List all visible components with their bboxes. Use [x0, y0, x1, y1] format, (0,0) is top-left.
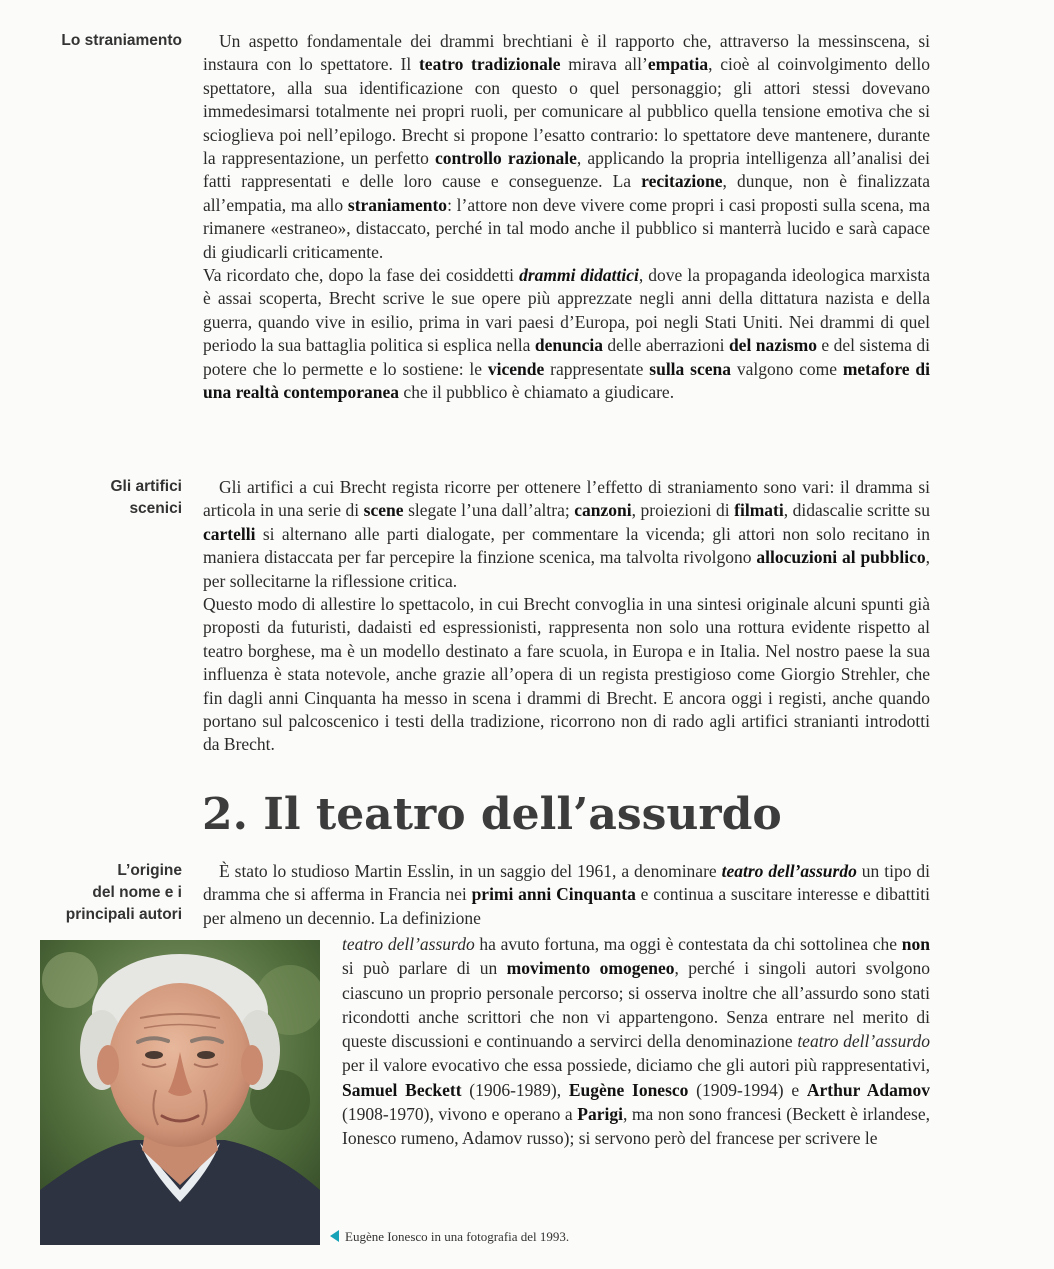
italic-term: teatro dell’assurdo	[342, 934, 475, 954]
bold-term: vicende	[487, 358, 545, 379]
bold-term: Samuel Beckett	[342, 1079, 462, 1100]
text-run: Un aspetto fondamentale dei drammi brechtiani è il rapporto che, attraverso la messinscena, si instaura con lo spettatore. Il	[203, 31, 930, 75]
bold-term: non	[901, 934, 930, 954]
margin-label-line: scenici	[129, 500, 182, 517]
margin-label-straniamento	[10, 30, 182, 52]
margin-label-line: Gli artifici	[110, 478, 182, 495]
bold-term: sulla scena	[649, 358, 731, 379]
text-run: si alternano alle parti dialogate, per commentare la vicenda; gli attori non solo recitano in maniera distaccata per far percepire la finzione scenica, ma talvolta rivolgono	[203, 523, 930, 568]
bold-term: scene	[363, 500, 404, 521]
margin-label-line: Lo straniamento	[61, 32, 182, 49]
text-run: , dunque, non è finalizzata all’empatia, ma allo	[203, 171, 930, 215]
portrait-illustration	[40, 940, 320, 1245]
text-run: , cioè al coinvolgimento dello spettatore, alla sua identificazione con questo o quel personaggio; gli attori stessi dovevano immedesimarsi totalmente nei propri ruoli, per comunicare al pubblico quella tensione emotiva che si scioglieva poi nell’epilogo. Brecht si propone l’esatto contrario: lo spettatore deve mantenere, durante la rappresentazione, un perfetto	[203, 54, 930, 169]
text-run: (1908-1970), vivono e operano a	[342, 1104, 578, 1125]
bold-term: primi anni Cinquanta	[471, 884, 636, 905]
bold-term: allocuzioni al pubblico	[756, 547, 926, 568]
section-origine-intro	[203, 860, 930, 930]
section-straniamento	[203, 30, 930, 405]
bold-term: empatia	[647, 54, 709, 75]
text-run: , ma non sono francesi (Beckett è irlandese, Ionesco rumeno, Adamov russo); si servono però del francese per scrivere le	[342, 1104, 930, 1149]
bold-italic-term: drammi didattici	[519, 265, 639, 286]
text-run: (1909-1994) e	[688, 1079, 807, 1100]
margin-label-artifici	[10, 476, 182, 520]
caption-marker-icon	[330, 1230, 339, 1242]
section-origine-wrap	[342, 932, 930, 1151]
margin-label-line: del nome e i	[92, 884, 182, 901]
bold-term: metafore di una realtà contemporanea	[203, 358, 930, 403]
text-run: : l’attore non deve vivere come propri i casi proposti sulla scena, ma rimanere «estraneo», distaccato, perché in tal modo anche il pubblico si manterrà lucido e sarà capace di giudicarli criticamente.	[203, 194, 930, 262]
text-run: Gli artifici a cui Brecht regista ricorre per ottenere l’effetto di straniamento sono vari: il dramma si articola in una serie di	[203, 477, 930, 521]
bold-term: teatro tradizionale	[418, 54, 561, 75]
bold-term: cartelli	[203, 523, 256, 544]
text-run: e continua a suscitare interesse e dibattiti per almeno un decennio. La definizione	[203, 884, 931, 928]
text-run: e del sistema di potere che lo permette e lo sostiene: le	[203, 335, 930, 379]
italic-term: teatro dell’assurdo	[797, 1031, 930, 1052]
bold-term: canzoni	[574, 500, 632, 521]
margin-label-line: principali autori	[65, 906, 182, 923]
paragraph	[203, 264, 930, 404]
chapter-title: 2. Il teatro dell’assurdo	[202, 789, 782, 840]
text-run: , dove la propaganda ideologica marxista è assai scoperta, Brecht scrive le sue opere più apprezzate negli anni della dittatura nazista e della guerra, quando vive in esilio, prima in vari paesi d’Europa, poi negli Stati Uniti. Nei drammi di quel periodo la sua battaglia politica si esplica nella	[203, 265, 930, 356]
bold-term: movimento omogeneo	[506, 958, 675, 979]
bold-term: straniamento	[347, 194, 448, 215]
paragraph	[203, 30, 930, 264]
text-run: un tipo di dramma che si afferma in Francia nei	[203, 861, 930, 905]
photo-caption	[330, 1228, 569, 1246]
text-run: valgono come	[730, 358, 843, 379]
text-run: slegate l’una dall’altra;	[403, 500, 575, 521]
margin-label-line: L’origine	[117, 862, 182, 879]
paragraph	[203, 476, 930, 593]
text-run: È stato lo studioso Martin Esslin, in un saggio del 1961, a denominare	[219, 861, 722, 881]
text-run: per il valore evocativo che essa possiede, diciamo che gli autori più rappresentativi,	[342, 1055, 930, 1076]
section-artifici-scenici	[203, 476, 930, 757]
bold-term: recitazione	[641, 171, 723, 192]
bold-term: controllo razionale	[435, 148, 577, 169]
text-run: delle aberrazioni	[602, 335, 729, 356]
bold-term: Arthur Adamov	[806, 1079, 930, 1100]
bold-term: del nazismo	[728, 335, 817, 356]
paragraph	[203, 593, 930, 757]
ionesco-photo	[40, 940, 320, 1245]
text-run: ha avuto fortuna, ma oggi è contestata da chi sottolinea che	[474, 934, 902, 954]
bold-term: filmati	[734, 500, 784, 521]
text-run: , perché i singoli autori svolgono ciascuno un proprio personale percorso; si osserva inoltre che all’assurdo sono stati ricondotti anche scrittori che non vi appartengono. Senza entrare nel merito di queste discussioni e continuando a servirci della denominazione	[342, 958, 930, 1052]
text-run: che il pubblico è chiamato a giudicare.	[399, 382, 675, 403]
caption-text: Eugène Ionesco in una fotografia del 1993.	[345, 1229, 570, 1244]
text-run: (1906-1989),	[461, 1079, 569, 1100]
text-run: Questo modo di allestire lo spettacolo, in cui Brecht convoglia in una sintesi originale alcuni spunti già proposti da futuristi, dadaisti ed espressionisti, rappresenta non solo una rottura evidente rispetto al teatro borghese, ma è un modello destinato a fare scuola, in Europa e in Italia. Nel nostro paese la sua influenza è stata notevole, anche grazie all’opera di un regista prestigioso come Giorgio Strehler, che fin dagli anni Cinquanta ha messo in scena i drammi di Brecht. E ancora oggi i registi, anche quando portano sul palcoscenico i testi della tradizione, ricorrono non di rado agli artifici stranianti introdotti da Brecht.	[203, 594, 930, 755]
margin-label-origine	[10, 860, 182, 926]
paragraph	[203, 860, 930, 930]
text-run: , didascalie scritte su	[783, 500, 930, 521]
text-run: Va ricordato che, dopo la fase dei cosiddetti	[203, 265, 520, 286]
bold-italic-term: teatro dell’assurdo	[721, 861, 857, 881]
text-run: rappresentate	[544, 358, 650, 379]
text-run: , proiezioni di	[631, 500, 735, 521]
text-run: mirava all’	[560, 54, 648, 75]
text-run: , applicando la propria intelligenza all’analisi dei fatti rappresentati e delle loro cause e conseguenze. La	[203, 148, 931, 192]
text-run: , per sollecitarne la riflessione critica.	[203, 547, 930, 591]
text-run: si può parlare di un	[342, 958, 507, 979]
bold-term: Parigi	[577, 1104, 623, 1125]
bold-term: denuncia	[534, 335, 603, 356]
bold-term: Eugène Ionesco	[568, 1079, 689, 1100]
